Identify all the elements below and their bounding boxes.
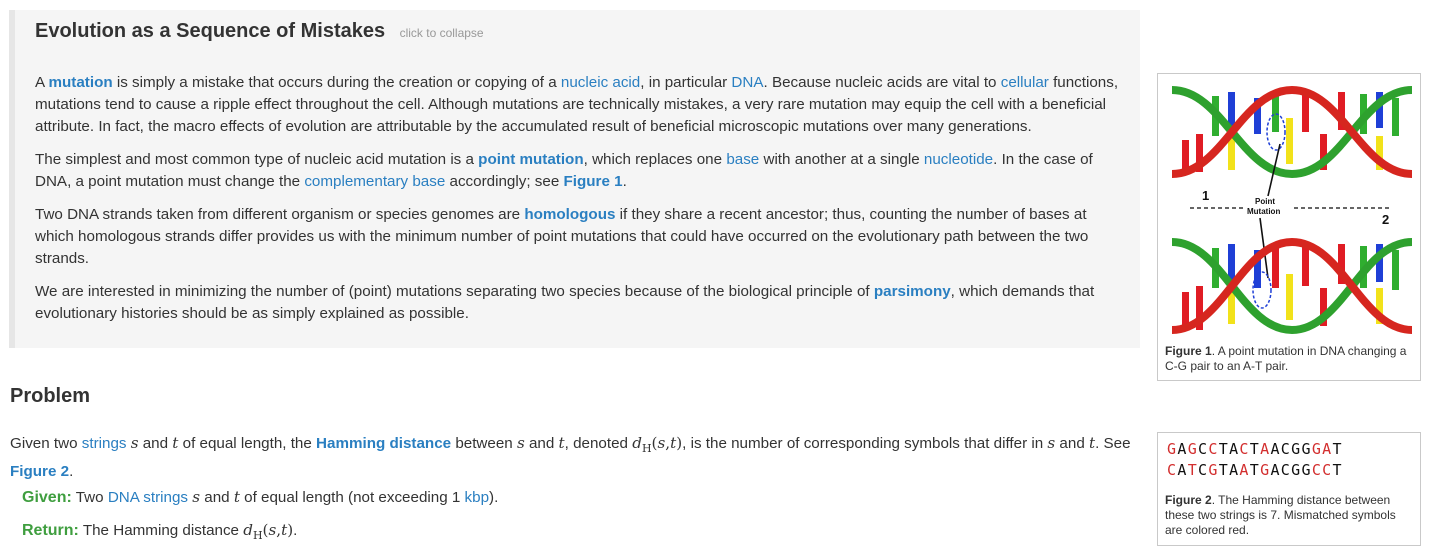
dna-symbol: T bbox=[1249, 461, 1261, 479]
dna-string-1 bbox=[1167, 440, 1343, 458]
link-complementary-base[interactable]: complementary base bbox=[304, 173, 446, 190]
link-dna-strings[interactable]: DNA strings bbox=[107, 489, 189, 506]
dna-symbol: G bbox=[1187, 440, 1199, 458]
link-parsimony[interactable]: parsimony bbox=[873, 283, 951, 300]
dna-symbol: T bbox=[1332, 461, 1343, 479]
paragraph-parsimony: We are interested in minimizing the number of (point) mutations separating two species because of the biological principle of parsimony, which demands that evolutionary histories should be as simply explained as possible. bbox=[35, 283, 1095, 322]
dna-symbol: C bbox=[1239, 440, 1250, 458]
dna-symbol: A bbox=[1270, 440, 1281, 458]
top-helix-base-pairs bbox=[1182, 92, 1399, 172]
label-1: 1 bbox=[1202, 188, 1210, 203]
dna-symbol: C bbox=[1280, 461, 1292, 479]
given-line: Given: Two DNA strings s and t of equal length (not exceeding 1 kbp). bbox=[22, 488, 499, 506]
dna-symbol: G bbox=[1311, 440, 1323, 458]
dna-string-2 bbox=[1167, 461, 1343, 479]
dna-symbol: T bbox=[1332, 440, 1343, 458]
link-figure-1[interactable]: Figure 1 bbox=[563, 173, 623, 190]
problem-title: Problem bbox=[10, 385, 91, 407]
paragraph-point-mutation: The simplest and most common type of nucleic acid mutation is a point mutation, which replaces one base with another at a single nucleotide. In the case of DNA, a point mutation must change the complementary base accordingly; see Figure 1. bbox=[35, 151, 1093, 190]
link-figure-2[interactable]: Figure 2 bbox=[10, 463, 70, 481]
return-label: Return: bbox=[22, 522, 79, 539]
dna-symbol: A bbox=[1229, 461, 1240, 479]
math-hamming-notation: $d_H(s,t)$ bbox=[632, 434, 683, 456]
dna-symbol: C bbox=[1280, 440, 1292, 458]
problem-text: Given two strings s and t of equal length, the Hamming distance between s and t, denoted $d_H(s,t)$, is the number of corresponding symbols that differ in s and t. See Figure 2. bbox=[10, 434, 1131, 481]
label-mutation: Mutation bbox=[1247, 207, 1281, 216]
dna-symbol: T bbox=[1249, 440, 1261, 458]
figure-2 bbox=[1157, 432, 1421, 546]
dna-symbol: A bbox=[1260, 440, 1271, 458]
dna-symbol: C bbox=[1198, 440, 1209, 458]
bar-green-7 bbox=[1392, 250, 1399, 290]
link-homologous[interactable]: homologous bbox=[524, 206, 616, 223]
dna-symbol: G bbox=[1301, 440, 1312, 458]
paragraph-mutation: A mutation is simply a mistake that occurs during the creation or copying of a nucleic acid, in particular DNA. Because nucleic acids are vital to cellular functions, mutations tend to cause a ripple effect throughout the cell. Although mutations are technically mistakes, a very rare mutation may equip the cell with a beneficial attribute. In fact, the macro effects of evolution are attributable by the accumulated result of beneficial microscopic mutations over many generations. bbox=[35, 74, 1119, 135]
label-point: Point bbox=[1255, 197, 1275, 206]
dna-symbol: G bbox=[1260, 461, 1271, 479]
bar-red-3 bbox=[1302, 92, 1309, 132]
bar-red-9 bbox=[1302, 244, 1309, 286]
dna-symbol: A bbox=[1229, 440, 1240, 458]
return-line: Return: The Hamming distance $d_H(s,t)$. bbox=[22, 521, 298, 543]
dna-symbol: C bbox=[1322, 461, 1333, 479]
section-title: Evolution as a Sequence of Mistakes bbox=[35, 20, 386, 42]
dna-symbol: T bbox=[1218, 440, 1230, 458]
dna-symbol: A bbox=[1322, 440, 1333, 458]
dna-symbol: G bbox=[1208, 461, 1219, 479]
link-mutation[interactable]: mutation bbox=[48, 74, 113, 91]
bar-green-4 bbox=[1392, 98, 1399, 136]
paragraph-homologous: Two DNA strands taken from different organism or species genomes are homologous if they share a recent ancestor; thus, counting the number of bases at which homologous strands differ provides us with the minimum number of point mutations that could have occurred on the evolutionary path between the two strands. bbox=[35, 206, 1089, 267]
link-cellular[interactable]: cellular bbox=[1000, 74, 1049, 91]
dna-symbol: A bbox=[1239, 461, 1250, 479]
section-header[interactable] bbox=[35, 20, 484, 43]
link-base[interactable]: base bbox=[726, 151, 760, 168]
figure-1-caption: Figure 1. A point mutation in DNA changing a C-G pair to an A-T pair. bbox=[1165, 344, 1407, 373]
dna-symbol: C bbox=[1208, 440, 1219, 458]
link-nucleotide[interactable]: nucleotide bbox=[923, 151, 994, 168]
link-strings[interactable]: strings bbox=[81, 435, 127, 452]
figure-1 bbox=[1157, 73, 1421, 381]
bar-yellow-5 bbox=[1286, 274, 1293, 320]
collapse-link[interactable]: click to collapse bbox=[399, 26, 484, 40]
dna-symbol: C bbox=[1198, 461, 1209, 479]
intro-text bbox=[35, 72, 1125, 336]
dna-symbol: G bbox=[1291, 461, 1302, 479]
dna-symbol: T bbox=[1187, 461, 1199, 479]
figure-2-caption: Figure 2. The Hamming distance between these two strings is 7. Mismatched symbols are colored red. bbox=[1165, 493, 1396, 537]
dna-symbol: T bbox=[1218, 461, 1230, 479]
dna-mutation-illustration bbox=[1162, 78, 1416, 340]
link-point-mutation[interactable]: point mutation bbox=[478, 151, 584, 168]
dna-symbol: A bbox=[1270, 461, 1281, 479]
intro-section bbox=[9, 10, 1140, 348]
dna-symbol: C bbox=[1167, 461, 1178, 479]
dna-symbol: G bbox=[1291, 440, 1302, 458]
link-dna[interactable]: DNA bbox=[731, 74, 764, 91]
link-kbp[interactable]: kbp bbox=[464, 489, 490, 506]
math-hamming-notation-return: $d_H(s,t)$ bbox=[243, 521, 294, 543]
link-hamming-distance[interactable]: Hamming distance bbox=[316, 435, 452, 452]
given-label: Given: bbox=[22, 489, 72, 506]
bottom-helix-base-pairs bbox=[1182, 244, 1399, 330]
dna-symbol: A bbox=[1177, 440, 1188, 458]
dna-symbol: C bbox=[1311, 461, 1323, 479]
label-2: 2 bbox=[1382, 212, 1390, 227]
dna-symbol: G bbox=[1167, 440, 1178, 458]
dna-symbol: G bbox=[1301, 461, 1312, 479]
dna-symbol: A bbox=[1177, 461, 1188, 479]
link-nucleic-acid[interactable]: nucleic acid bbox=[560, 74, 641, 91]
bar-yellow-2 bbox=[1286, 118, 1293, 164]
